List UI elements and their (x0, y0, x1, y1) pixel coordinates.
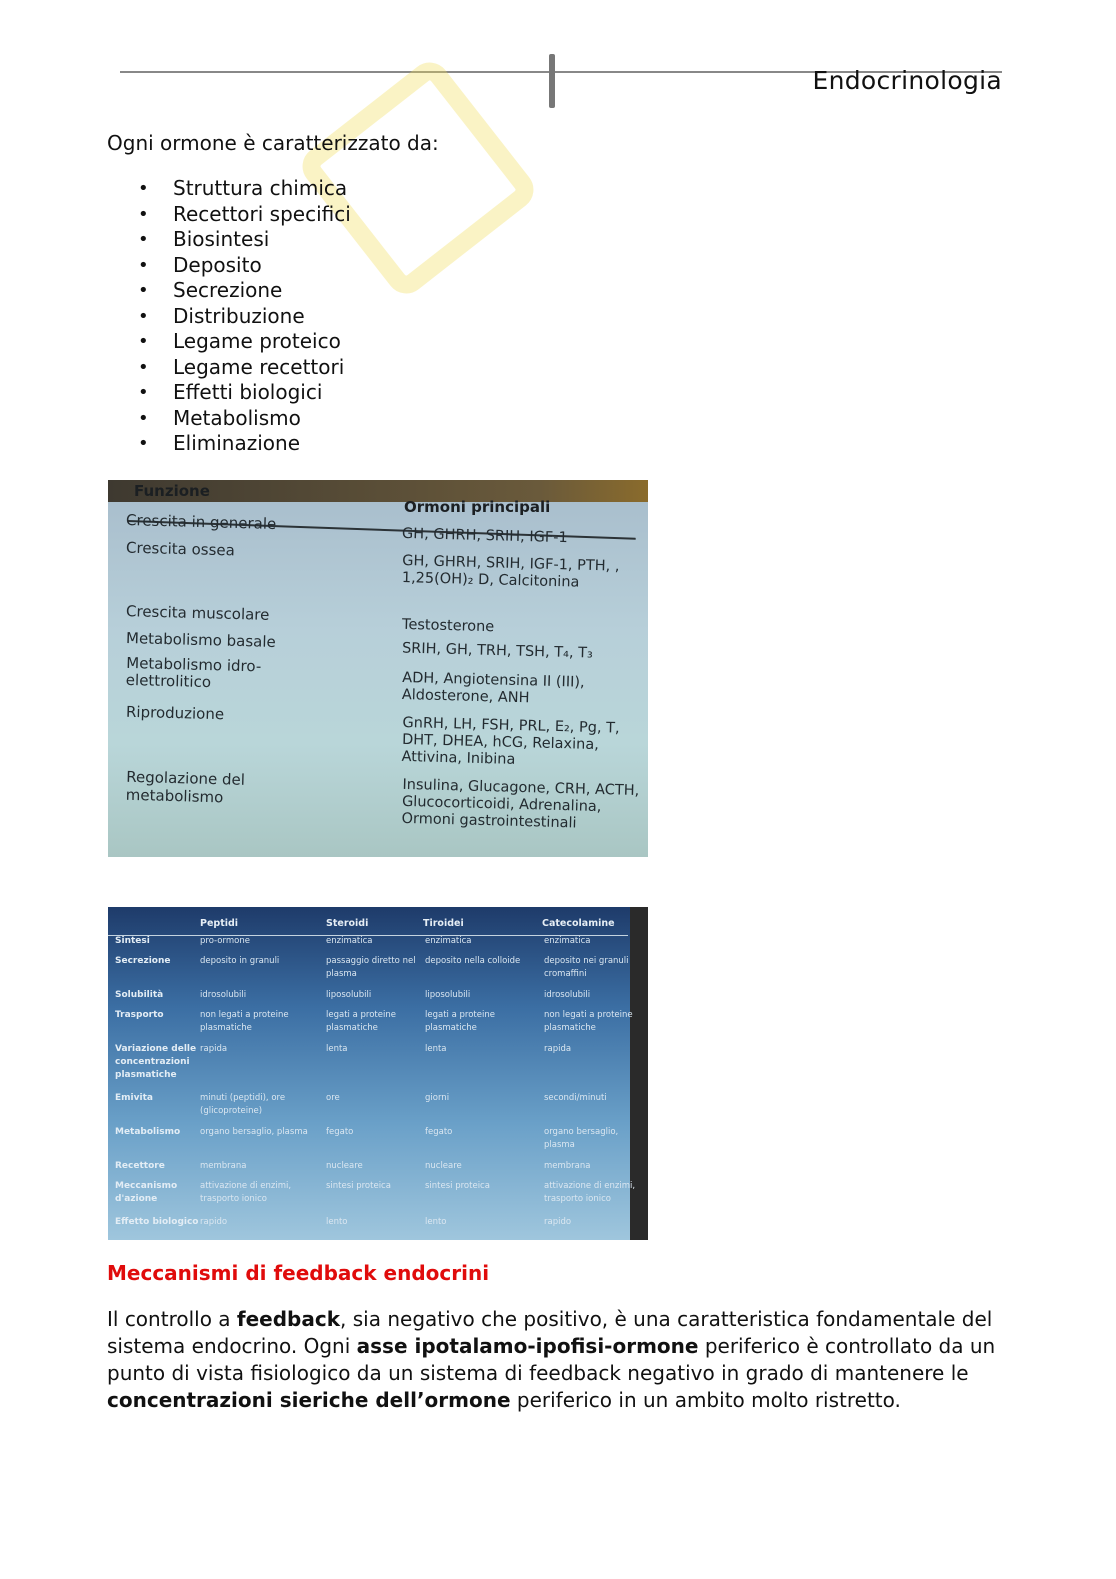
table2-cell: attivazione di enzimi, trasporto ionico (544, 1181, 636, 1204)
list-item: • Biosintesi (107, 227, 351, 253)
table2-cell: sintesi proteica (425, 1181, 490, 1191)
paragraph-text: , sia negativo che positivo, è una caratteristica fondamentale del sistema endocrino. Ogni (107, 1307, 993, 1358)
table2-cell: legati a proteine plasmatiche (326, 1010, 396, 1033)
paragraph-bold: concentrazioni sieriche dell’ormone (107, 1388, 511, 1412)
table2-cell: passaggio diretto nel plasma (326, 956, 416, 979)
table2-cell: liposolubili (425, 990, 471, 1000)
list-item: • Distribuzione (107, 304, 351, 330)
table2-cell: rapida (544, 1044, 572, 1054)
table1-function: Metabolismo basale (125, 629, 276, 651)
intro-text: Ogni ormone è caratterizzato da: (107, 131, 439, 155)
list-item: • Metabolismo (107, 406, 351, 432)
list-item: • Secrezione (107, 278, 351, 304)
hormone-classes-table-photo (108, 907, 648, 1240)
table2-row-label: Sintesi (115, 936, 150, 946)
table2-header: Peptidi (200, 918, 239, 929)
table2-cell: nucleare (425, 1161, 462, 1171)
table2-row-label: Recettore (115, 1161, 165, 1171)
feedback-paragraph (107, 1306, 1007, 1414)
table2-cell: idrosolubili (544, 990, 591, 1000)
table1-hormones: Testosterone (401, 616, 495, 636)
table2-cell: pro-ormone (200, 936, 250, 946)
table2-cell: liposolubili (326, 990, 372, 1000)
table2-cell: enzimatica (326, 936, 373, 946)
characteristics-list (107, 176, 351, 457)
table1-header-hormones: Ormoni principali (404, 498, 551, 516)
header-divider-tick (549, 54, 555, 108)
table2-cell: non legati a proteine plasmatiche (544, 1010, 633, 1033)
table1-hormones: GH, GHRH, SRIH, IGF-1 (401, 525, 568, 547)
table2-cell: rapido (200, 1217, 228, 1227)
table2-cell: giorni (425, 1093, 450, 1103)
header-title: Endocrinologia (812, 66, 1002, 95)
table2-header: Catecolamine (542, 918, 615, 929)
table1-hormones: GnRH, LH, FSH, PRL, E₂, Pg, T, DHT, DHEA, hCG, Relaxina, Attivina, Inibina (401, 714, 620, 768)
table2-cell: lento (326, 1217, 348, 1227)
table2-cell: sintesi proteica (326, 1181, 391, 1191)
paragraph-text: periferico è controllato da un punto di vista fisiologico da un sistema di feedback negativo in grado di mantenere le (107, 1334, 996, 1385)
table2-cell: lento (425, 1217, 447, 1227)
table1-hormones: ADH, Angiotensina II (III), Aldosterone, ANH (401, 669, 585, 707)
table1-header-function: Funzione (134, 482, 210, 500)
list-item: • Deposito (107, 253, 351, 279)
table2-cell: rapido (544, 1217, 572, 1227)
table2-cell: enzimatica (425, 936, 472, 946)
table2-cell: legati a proteine plasmatiche (425, 1010, 495, 1033)
list-item: • Recettori specifici (107, 202, 351, 228)
table2-cell: enzimatica (544, 936, 591, 946)
table2-row-label: Effetto biologico (115, 1217, 199, 1227)
table2-row-label: Variazione delle concentrazioni plasmatiche (115, 1044, 197, 1080)
table2-cell: nucleare (326, 1161, 363, 1171)
list-item: • Eliminazione (107, 431, 351, 457)
table2-cell: membrana (200, 1161, 247, 1171)
table1-function: Crescita in generale (125, 511, 277, 533)
table2-row-label: Solubilità (115, 990, 164, 1000)
table2-cell: lenta (425, 1044, 447, 1054)
table2-cell: organo bersaglio, plasma (200, 1127, 308, 1137)
table2-row-label: Metabolismo (115, 1127, 181, 1137)
paragraph-text: Il controllo a (107, 1307, 237, 1331)
table2-cell: ore (326, 1093, 340, 1103)
table1-function: Crescita ossea (125, 538, 236, 560)
hormone-function-table-photo (108, 480, 648, 857)
table1-function: Riproduzione (125, 702, 225, 724)
table1-function: Metabolismo idro-elettrolitico (125, 653, 262, 692)
table2-cell: lenta (326, 1044, 348, 1054)
table2-cell: minuti (peptidi), ore (glicoproteine) (200, 1093, 286, 1116)
paragraph-bold: feedback (236, 1307, 341, 1331)
table2-cell: deposito nella colloide (425, 956, 521, 966)
table2-cell: organo bersaglio, plasma (544, 1127, 619, 1150)
table2-header: Steroidi (326, 918, 369, 929)
list-item: • Legame proteico (107, 329, 351, 355)
table2-header: Tiroidei (423, 918, 464, 929)
table1-hormones: Insulina, Glucagone, CRH, ACTH, Glucocorticoidi, Adrenalina, Ormoni gastrointestinali (401, 776, 640, 832)
table2-row-label: Emivita (115, 1093, 153, 1103)
table2-cell: fegato (326, 1127, 354, 1137)
section-title: Meccanismi di feedback endocrini (107, 1261, 490, 1285)
table2-row-label: Secrezione (115, 956, 171, 966)
table2-cell: membrana (544, 1161, 591, 1171)
table2-row-label: Trasporto (115, 1010, 164, 1020)
table2-cell: rapida (200, 1044, 228, 1054)
list-item: • Struttura chimica (107, 176, 351, 202)
table2-cell: idrosolubili (200, 990, 247, 1000)
paragraph-text: periferico in un ambito molto ristretto. (510, 1388, 901, 1412)
table1-function: Crescita muscolare (125, 602, 270, 624)
table2-cell: non legati a proteine plasmatiche (200, 1010, 289, 1033)
table1-hormones: SRIH, GH, TRH, TSH, T₄, T₃ (401, 640, 594, 662)
list-item: • Legame recettori (107, 355, 351, 381)
table2-cell: deposito in granuli (200, 956, 280, 966)
list-item: • Effetti biologici (107, 380, 351, 406)
table2-cell: attivazione di enzimi, trasporto ionico (200, 1181, 292, 1204)
table2-cell: fegato (425, 1127, 453, 1137)
table1-hormones: GH, GHRH, SRIH, IGF-1, PTH, , 1,25(OH)₂ D, Calcitonina (401, 552, 620, 591)
table2-cell: secondi/minuti (544, 1093, 607, 1103)
table1-function: Regolazione del metabolismo (125, 767, 246, 807)
paragraph-bold: asse ipotalamo-ipofisi-ormone (356, 1334, 699, 1358)
table2-row-label: Meccanismo d'azione (115, 1181, 178, 1204)
table2-cell: deposito nei granuli cromaffini (544, 956, 629, 979)
